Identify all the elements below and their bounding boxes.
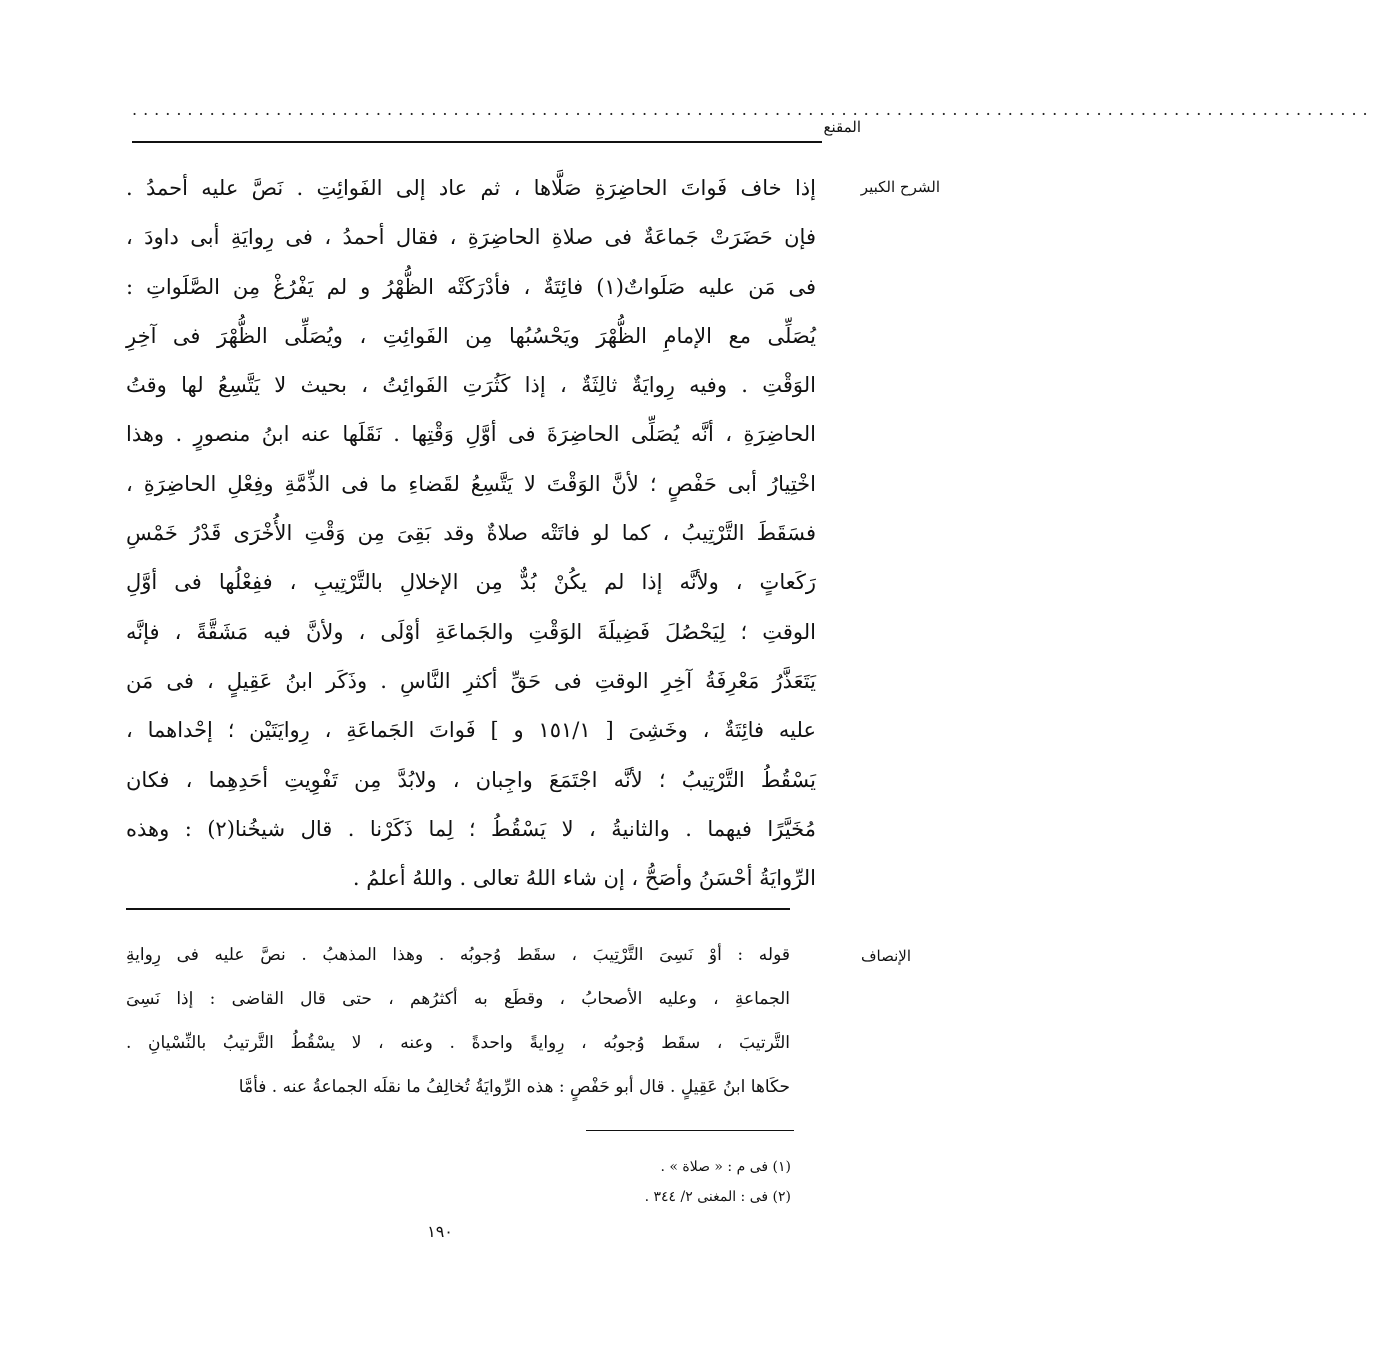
main-text-line: فسَقَطَ التَّرْتِيبُ ، كما لو فاتَتْه صلاةٌ وقد بَقِىَ مِن وَقْتِ الأُخْرَى قَدْرُ خَمْسِ	[126, 521, 816, 546]
page-number: ١٩٠	[427, 1222, 453, 1241]
main-text-line: يَتَعَذَّرُ مَعْرِفَةُ آخِرِ الوقتِ فى حَقِّ أكثرِ النَّاسِ . وذَكَر ابنُ عَقِيلٍ ، فى مَن	[126, 668, 816, 693]
header-rule	[132, 141, 822, 143]
insaf-text-line: الجماعةِ ، وعليه الأصحابُ ، وقطَع به أكثرُهم ، حتى قال القاضى : إذا نَسِىَ	[126, 989, 790, 1009]
section-label-insaf: الإنصاف	[860, 947, 911, 965]
main-text-line: إذا خاف فَواتَ الحاضِرَةِ صَلَّاها ، ثم عاد إلى الفَوائِتِ . نَصَّ عليه أحمدُ .	[126, 176, 816, 200]
main-text-line: الحاضِرَةِ ، أنَّه يُصَلِّى الحاضِرَةَ فى أوَّلِ وَقْتِها . نَقَلَها عنه ابنُ منصورٍ . وهذا	[126, 422, 816, 447]
footnote-rule	[586, 1130, 794, 1131]
insaf-text-block	[126, 933, 790, 1109]
main-text-line: الوقتِ ؛ لِيَحْصُلَ فَضِيلَةَ الوَقْتِ والجَماعَةِ أوْلَى ، ولأنَّ فيه مَشَقَّةً ، فإنَّه	[126, 619, 816, 644]
main-text-line: اخْتِيارُ أبى حَفْصٍ ؛ لأنَّ الوَقْتَ لا يَتَّسِعُ لقَضاءِ ما فى الذِّمَّةِ وفِعْلِ الحاضِرَةِ ،	[126, 471, 816, 496]
header-dotted-rule: ................................................................................................................	[132, 100, 1374, 119]
book-title: المقنع	[823, 118, 861, 136]
footnote-1: (١) فى م : « صلاة » .	[660, 1159, 791, 1175]
main-text-line: فإن حَضَرَتْ جَماعَةٌ فى صلاةِ الحاضِرَةِ ، فقال أحمدُ ، فى رِوايَةِ أبى داودَ ،	[126, 225, 816, 250]
main-text-line: مُخَيَّرًا فيهما . والثانيةُ ، لا يَسْقُطُ ؛ لِما ذَكَرْنا . قال شيخُنا(٢) : وهذه	[126, 816, 816, 841]
insaf-text-line: حكَاها ابنُ عَقِيلٍ . قال أبو حَفْصٍ : هذه الرِّوايَةُ تُخالِفُ ما نقلَه الجماعةُ عنه . فأمَّا	[238, 1077, 790, 1097]
main-text-line: الرِّوايَةُ أحْسَنُ وأصَحُّ ، إن شاء اللهُ تعالى . واللهُ أعلمُ .	[352, 866, 816, 891]
insaf-text-line: التَّرتيبَ ، سقَط وُجوبُه ، رِوايةً واحدةً . وعنه ، لا يسْقُطُ التَّرتيبُ بالنِّسْيانِ .	[126, 1033, 790, 1053]
footnotes	[645, 1152, 791, 1212]
section-separator	[126, 908, 790, 910]
footnote-2: (٢) فى : المغنى ٢/ ٣٤٤ .	[644, 1189, 791, 1205]
insaf-text-line: قوله : أوْ نَسِىَ التَّرْتِيبَ ، سقَط وُجوبُه . وهذا المذهبُ . نصَّ عليه فى رِوايةِ	[126, 945, 790, 965]
main-text-block	[126, 164, 816, 903]
main-text-line: الوَقْتِ . وفيه رِوايَةٌ ثالِثَةٌ ، إذا كَثُرَتِ الفَوائِتُ ، بحيث لا يَتَّسِعُ لها وقتُ	[126, 373, 816, 398]
main-text-line: فى مَن عليه صَلَواتٌ(١) فائِتَةٌ ، فأدْرَكَتْه الظُّهْرُ و لم يَفْرُغْ مِن الصَّلَواتِ :	[126, 274, 817, 299]
main-text-line: يَسْقُطُ التَّرْتِيبُ ؛ لأنَّه اجْتَمَعَ واجِبان ، ولابُدَّ مِن تَفْوِيتِ أحَدِهِما ، فكان	[126, 767, 816, 792]
main-text-line: يُصَلِّى مع الإمامِ الظُّهْرَ ويَحْسُبُها مِن الفَوائِتِ ، ويُصَلِّى الظُّهْرَ فى آخِرِ	[126, 323, 816, 348]
main-text-line: رَكَعاتٍ ، ولأنَّه إذا لم يكُنْ بُدٌّ مِن الإخلالِ بالتَّرْتِيبِ ، ففِعْلُها فى أوَّلِ	[126, 570, 816, 595]
section-label-sharh: الشرح الكبير	[860, 178, 940, 196]
main-text-line: عليه فائِتَةٌ ، وخَشِىَ [ ١٥١/١ و ] فَواتَ الجَماعَةِ ، رِوايَتَيْن ؛ إحْداهما ،	[126, 718, 816, 743]
